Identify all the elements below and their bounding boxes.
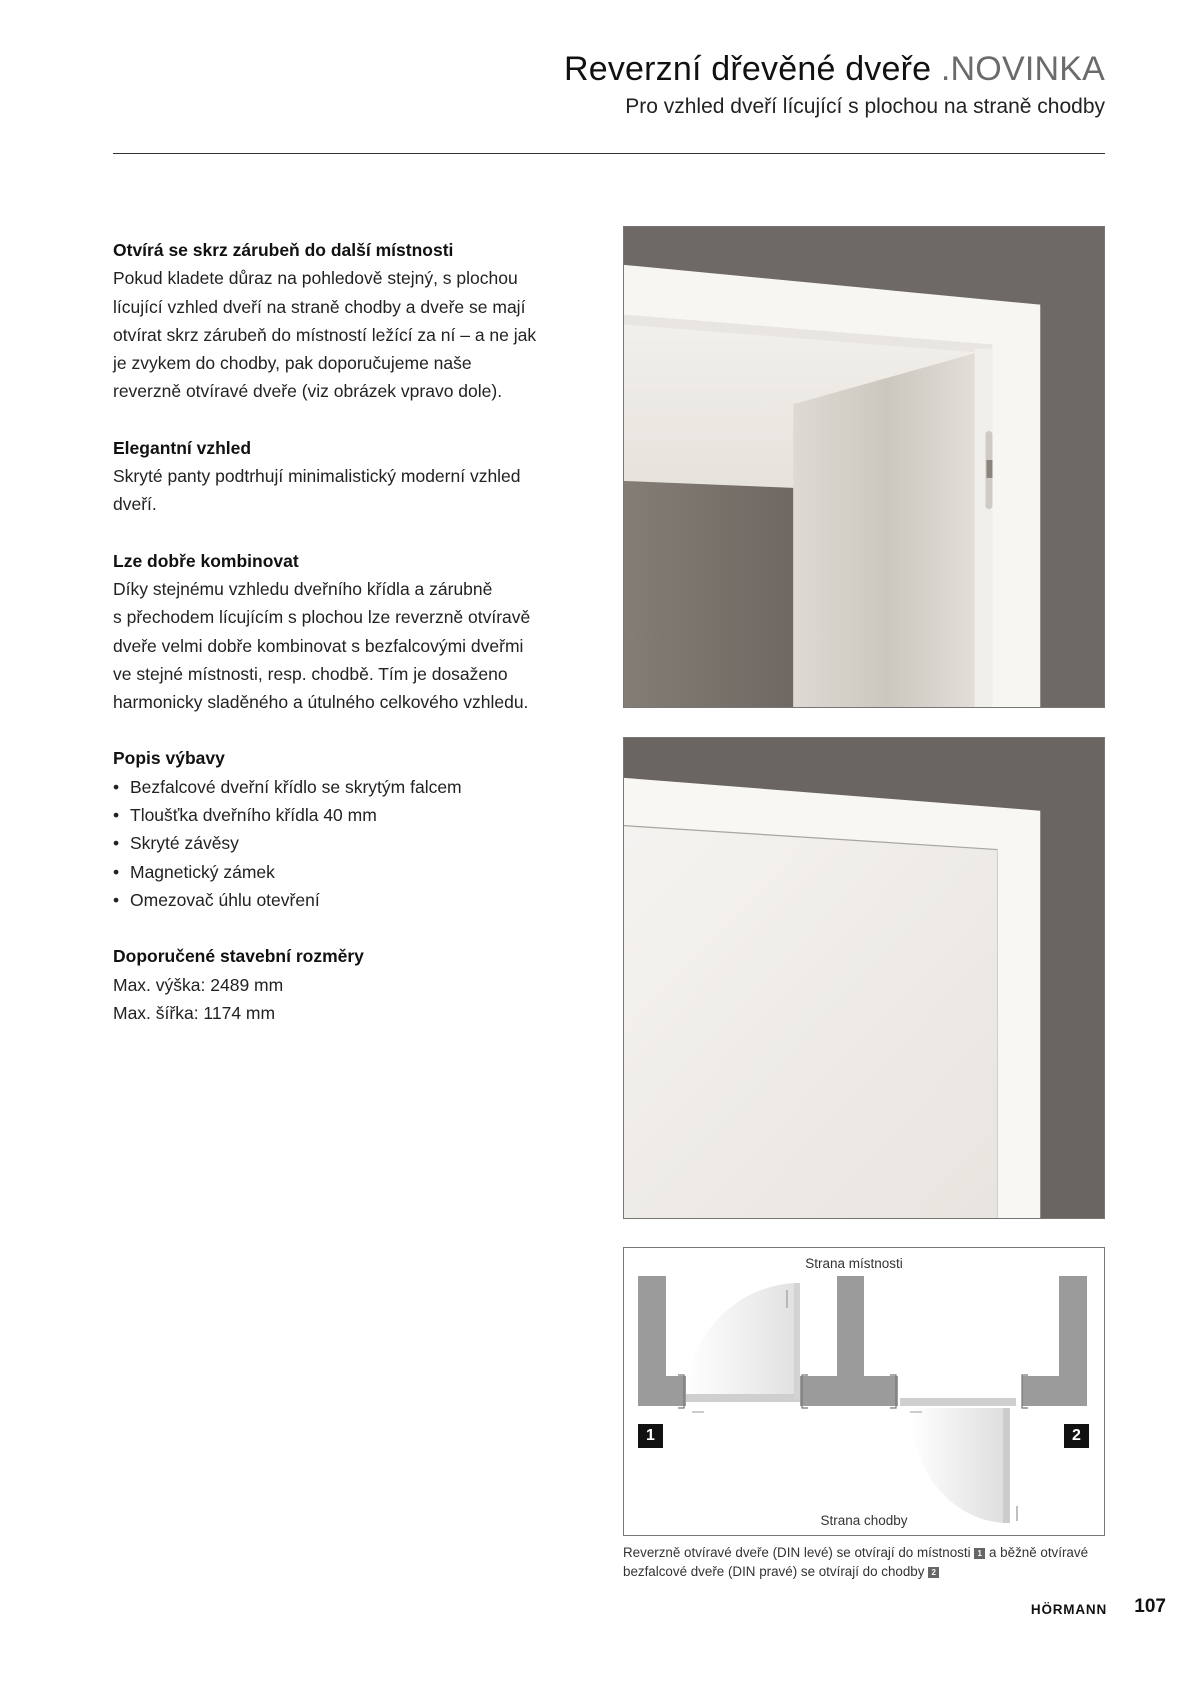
section-line: dveře velmi dobře kombinovat s bezfalcovými dveřmi	[113, 635, 524, 656]
section-line: ve stejné místnosti, resp. chodbě. Tím je dosaženo	[113, 663, 508, 684]
section-elegant-look	[113, 434, 573, 519]
title-accent: .NOVINKA	[940, 50, 1105, 88]
title-main: Reverzní dřevěné dveře	[563, 50, 932, 88]
section-heading: Elegantní vzhled	[113, 437, 252, 458]
photo-open-door	[623, 226, 1105, 708]
section-line: harmonicky sladěného a útulného celkového vzhledu.	[113, 692, 529, 713]
section-line: otvírat skrz zárubeň do místností ležící za ní – a ne jak	[113, 324, 537, 345]
door1-leaf-closed	[686, 1394, 800, 1402]
brand-logo: HÖRMANN	[1030, 1602, 1107, 1617]
header-divider	[113, 153, 1105, 154]
section-heading: Doporučené stavební rozměry	[113, 946, 364, 967]
section-opens-through-frame	[113, 236, 573, 406]
page-subtitle: Pro vzhled dveří lícující s plochou na straně chodby	[625, 95, 1105, 118]
dimension-width: Max. šířka: 1174 mm	[113, 1002, 276, 1023]
caption-part1: Reverzně otvíravé dveře (DIN levé) se otvírají do místnosti	[623, 1545, 971, 1560]
list-item	[113, 886, 573, 914]
section-combinable	[113, 547, 573, 717]
page-title	[564, 50, 1105, 89]
section-line: dveří.	[113, 494, 157, 515]
door2-leaf-open	[1003, 1408, 1010, 1523]
wall-left	[638, 1276, 686, 1406]
photo-closed-door	[623, 737, 1105, 1219]
section-dimensions	[113, 942, 573, 1027]
bullet-icon: •	[113, 805, 120, 826]
door1-leaf-open	[794, 1283, 800, 1400]
door-opening-diagram	[623, 1247, 1105, 1536]
list-item	[113, 773, 573, 801]
list-item-text: Omezovač úhlu otevření	[130, 889, 320, 910]
bullet-icon: •	[113, 889, 120, 910]
door1-swing-arc	[686, 1283, 800, 1400]
section-heading: Otvírá se skrz zárubeň do další místnosti	[113, 240, 454, 260]
page-number: 107	[1134, 1596, 1166, 1617]
section-equipment	[113, 744, 573, 914]
door2-leaf-closed	[900, 1398, 1016, 1406]
section-line: Pokud kladete důraz na pohledově stejný, s plochou	[113, 268, 518, 289]
bullet-icon: •	[113, 861, 120, 882]
bullet-icon: •	[113, 776, 120, 797]
list-item-text: Skryté závěsy	[130, 833, 239, 854]
equipment-list	[113, 773, 573, 914]
section-line: reverzně otvíravé dveře (viz obrázek vpravo dole).	[113, 381, 503, 402]
list-item-text: Bezfalcové dveřní křídlo se skrytým falcem	[130, 776, 462, 797]
label-room-side: Strana místnosti	[805, 1256, 903, 1271]
list-item-text: Tloušťka dveřního křídla 40 mm	[130, 805, 377, 826]
door2-swing-arc	[910, 1408, 1008, 1523]
wall-center	[800, 1276, 898, 1406]
section-line: s přechodem lícujícím s plochou lze reverzně otvíravě	[113, 607, 531, 628]
section-heading: Lze dobře kombinovat	[113, 550, 299, 571]
list-item-text: Magnetický zámek	[130, 861, 275, 882]
diagram-caption	[623, 1543, 1113, 1581]
list-item	[113, 829, 573, 857]
list-item	[113, 858, 573, 886]
section-line: Díky stejnému vzhledu dveřního křídla a zárubně	[113, 578, 493, 599]
badge-1: 1	[638, 1424, 663, 1448]
text-column	[113, 236, 573, 1055]
bullet-icon: •	[113, 833, 120, 854]
badge-2: 2	[1064, 1424, 1089, 1448]
section-heading: Popis výbavy	[113, 748, 225, 769]
caption-badge-2: 2	[928, 1567, 939, 1578]
wall-right	[1022, 1276, 1087, 1406]
section-line: je zvykem do chodby, pak doporučujeme naše	[113, 353, 472, 374]
dimension-height: Max. výška: 2489 mm	[113, 974, 284, 995]
list-item	[113, 801, 573, 829]
caption-badge-1: 1	[974, 1548, 985, 1559]
section-line: lícující vzhled dveří na straně chodby a dveře se mají	[113, 296, 526, 317]
section-line: Skryté panty podtrhují minimalistický moderní vzhled	[113, 466, 521, 487]
caption-part2: a běžně otvíravé bezfalcové dveře (DIN pravé) se otvírají do chodby	[623, 1545, 1089, 1579]
label-corridor-side: Strana chodby	[820, 1513, 908, 1528]
